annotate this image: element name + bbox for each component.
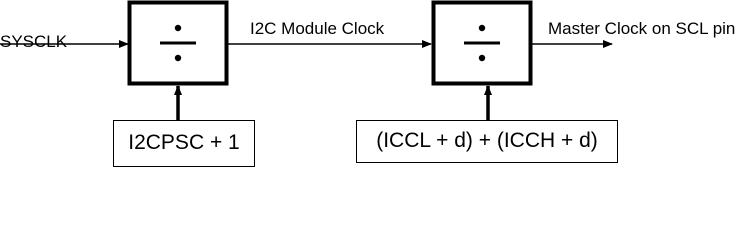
sysclk-label: SYSCLK bbox=[0, 32, 68, 51]
prescaler-label: I2CPSC + 1 bbox=[128, 131, 240, 154]
master-clock-scl-label: Master Clock on SCL pin bbox=[548, 19, 736, 38]
clock-high-low-label: (ICCL + d) + (ICCH + d) bbox=[376, 129, 598, 152]
i2c-module-clock-label: I2C Module Clock bbox=[250, 19, 385, 38]
